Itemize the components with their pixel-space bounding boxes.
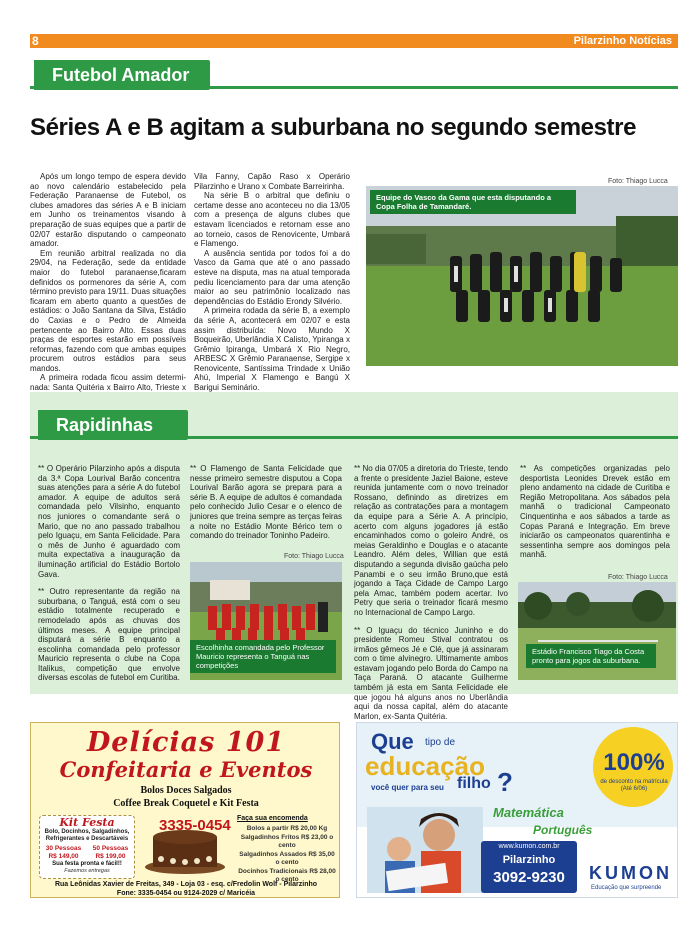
kumon-unit: Pilarzinho <box>502 854 556 866</box>
photo-mother-child <box>367 807 483 893</box>
ad-quer: você quer para seu <box>371 783 444 792</box>
kit-note: Sua festa pronta e fácil!! <box>52 861 122 867</box>
page-number: 8 <box>32 34 39 48</box>
kit-items: Bolo, Docinhos, Salgadinhos, Refrigerantes e Descartáveis <box>44 829 130 842</box>
discount-percent: 100% <box>603 749 665 776</box>
news-item: ** O Iguaçu do técnico Juninho e do presidente Romeu Stival contratou os irmãos gêmeos Jé e Clé, que já assinaram com o time alvinegro. Ultimamente ambos estavam jogando pelo Borda do Campo na Taça Paraná. O atacante Guilherme também já esta em Santa Felicidade ele que jogou há alguns anos no Uberlândia aqui da nossa capital, além do atacante Marlon, ex-Santa Quitéria. <box>354 625 508 721</box>
kit-50-price: R$ 199,00 <box>95 853 126 860</box>
discount-text: de desconto na matrícula (Até 6/06) <box>600 779 668 792</box>
ad-filho: filho <box>457 775 491 792</box>
kumon-logo: KUMON <box>589 863 672 883</box>
price-item: Bolos a partir R$ 20,00 Kg <box>246 825 328 832</box>
article-column-1 <box>30 172 186 412</box>
kumon-phone: 3092-9230 <box>493 869 565 886</box>
order-label: Faça sua encomenda <box>237 815 308 822</box>
ad-phone: 3335-0454 <box>159 817 231 834</box>
photo-credit: Foto: Thiago Lucca <box>608 574 668 581</box>
news-item: ** O Operário Pilarzinho após a disputa da 3.ª Copa Lourival Barão concentra suas atenções para a série A do futebol amador. A equipe de adultos será comandada pelo Vilsinho, enquanto nos juniores o comandante será o Mario, que no ano passado trabalhou pelo Iguaçu, em Santa Felicidade. Para o mês de Junho é aguardado com muita expectativa a inauguração da iluminação artificial do Estádio Bortolo Gava. <box>38 464 180 579</box>
rapidinhas-column-3 <box>354 464 508 721</box>
ad-address: Rua Leônidas Xavier de Freitas, 349 - Loja 03 - esq. c/Fredolin Wolf - Pilarzinho <box>54 881 318 888</box>
section-tab-rapidinhas: Rapidinhas <box>38 410 188 440</box>
kit-30-label: 30 Pessoas <box>45 845 82 852</box>
ad-kumon[interactable] <box>356 722 678 898</box>
news-item: ** As competições organizadas pelo desportista Leonides Drevek estão em pleno andamento na cidade de Curitiba e Região Metropolitana. Aos sábados pela manhã o tradicional Campeonato Cinquentinha e aos sábados a tarde as Copas Paraná e Integração. Em breve iniciarão os campeonatos quarentinha e sessentinha sempre aos domingos pela manhã. <box>520 464 670 560</box>
article-paragraph: Vila Fanny, Capão Raso x Operário Pilarzinho e Urano x Combate Barreirinha. <box>194 172 350 191</box>
ad-que: Que <box>371 729 414 754</box>
article-paragraph: A primeira rodada da série B, a exemplo da série A, acontecerá em 02/07 e esta assim distribuída: Novo Mundo X Boqueirão, Uberlândia X Calisto, Ypiranga x Grêmio Ipiranga, Umbará X Rio Negro, ARBESC X Grêmio Paranaense, Sergipe x Renovicente, Santíssima Trindade x União Ahú, Imperial X Flamengo e Bangú X Barigui Seminário. <box>194 306 350 393</box>
ad-phones: Fone: 3335-0454 ou 9124-2029 c/ Maricéia <box>116 890 256 897</box>
kit-festa-box <box>39 815 135 879</box>
article-column-2 <box>194 172 350 393</box>
kit-delivery: Fazemos entregas <box>64 868 110 874</box>
kumon-url[interactable]: www.kumon.com.br <box>498 843 560 850</box>
photo-caption: Escolhinha comandada pelo Professor Mauricio representa o Tanguá nas competições <box>190 640 336 673</box>
ad-title-2: Confeitaria e Eventos <box>59 757 313 782</box>
ad-title-1: Delícias 101 <box>86 727 286 758</box>
ad-tipo: tipo de <box>425 737 456 748</box>
ad-subtitle-1: Bolos Doces Salgados <box>140 785 232 796</box>
page-title: Séries A e B agitam a suburbana no segundo semestre <box>30 114 637 141</box>
rapidinhas-column-1 <box>38 464 180 683</box>
article-paragraph: Na série B o arbitral que definiu o certame desse ano aconteceu no dia 13/05 com a presença de alguns clubes que estavam licenciados e retornam esse ano ao torneio, casos de Renovicente, Umbará e Flamengo. <box>194 191 350 249</box>
ad-subtitle-2: Coffee Break Coquetel e Kit Festa <box>113 798 259 809</box>
price-item: Docinhos Tradicionais R$ 28,00 o cento <box>238 867 336 883</box>
price-item: Salgadinhos Assados R$ 35,00 o cento <box>239 850 335 866</box>
photo-caption: Equipe do Vasco da Gama que esta disputando a Copa Folha de Tamandaré. <box>370 190 576 214</box>
article-paragraph: A primeira rodada ficou assim determi-nada: Santa Quitéria x Bairro Alto, Trieste x <box>30 373 186 393</box>
photo-credit: Foto: Thiago Lucca <box>608 178 668 185</box>
article-paragraph: Após um longo tempo de espera devido ao novo calendário estabelecido pela Federação Paranaense de Futebol, os clubes amadores das séries A e B iniciam em Junho os treinamentos visando à preparação de suas equipes que a partir de 02/07 estarão disputando o campeonato amador. <box>30 172 186 249</box>
kumon-tagline: Educação que surpreende <box>591 885 662 891</box>
kit-50-label: 50 Pessoas <box>92 845 129 852</box>
price-list <box>237 825 337 885</box>
section-tab-futebol: Futebol Amador <box>34 60 210 90</box>
photo-credit: Foto: Thiago Lucca <box>284 553 344 560</box>
rapidinhas-column-2 <box>190 464 342 541</box>
news-item: ** Outro representante da região na suburbana, o Tanguá, está com o seu estádio totalmente recuperado e remodelado após as chuvas dos últimos meses. A equipe principal disputará a série B enquanto a escolinha comandada pelo professor Mauricio representa o clube na Copa Italikus, competição que envolve diversas escolas de futebol em Curitiba. <box>38 587 180 683</box>
news-item: ** O Flamengo de Santa Felicidade que nesse primeiro semestre disputou a Copa Lourival Barão agora se prepara para a série B. A equipe de adultos é comandada pelo conhecido Julio Cesar e o elenco de juniores que treina sempre as terças feiras a noite no Estádio Monte Bérico tem o comando do treinador Toninho Padeiro. <box>190 464 342 541</box>
ad-delicias[interactable] <box>30 722 340 898</box>
article-paragraph: A ausência sentida por todos foi a do Vasco da Gama que até o ano passado esteve na disputa, mas na atual temporada pediu licenciamento para dar uma atenção maior ao seu patrimônio localizado nas dependências do Estádio Erondy Silvério. <box>194 248 350 306</box>
news-item: ** No dia 07/05 a diretoria do Trieste, tendo a frente o presidente Jaziel Baione, esteve reunida juntamente com o novo treinador Rossano, definindo as diretrizes em relação as contratações para a montagem da equipe para a Série A. A princípio, acerto com alguns jogadores já estão encaminhados como o goleiro André, os meias Geraldinho e Douglas e o atacante Leandro. Além deles, Willian que está disputando a segunda divisão gaúcha pelo Panambi e o seu irmão Bruno,que está jogando a Taça Cidade de Campo Largo pela Amac, também podem acertar. Ivo Petry que seria o treinador ficará mesmo no Internacional de Campo Largo. <box>354 464 508 617</box>
price-item: Salgadinhos Fritos R$ 23,00 o cento <box>240 833 334 849</box>
kit-title: Kit Festa <box>59 816 115 829</box>
subject-math: Matemática <box>493 805 564 820</box>
publication-name: Pilarzinho Notícias <box>573 35 672 47</box>
photo-caption: Estádio Francisco Tiago da Costa pronto para jogos da suburbana. <box>526 644 656 668</box>
ad-educacao: educação <box>365 751 485 781</box>
rapidinhas-column-4 <box>520 464 670 560</box>
kit-30-price: R$ 149,00 <box>48 853 79 860</box>
question-mark-icon: ? <box>497 767 513 797</box>
article-paragraph: Em reunião arbitral realizada no dia 29/04, na Federação, sede da entidade maior do futebol paranaense,ficaram definidos os pormenores da série A, com término previsto para 19/11. Duas situações ficaram em aberto quanto a questões de estádios: o João Santana da Silva, Estádio do Caxias e o Pedro de Almeida pertencente ao Bairro Alto. Essas duas praças de esportes estarão em possíveis reformas, fazendo com que ambas equipes procurem outros estádios para seus mandos. <box>30 248 186 373</box>
subject-portuguese: Português <box>533 823 593 837</box>
